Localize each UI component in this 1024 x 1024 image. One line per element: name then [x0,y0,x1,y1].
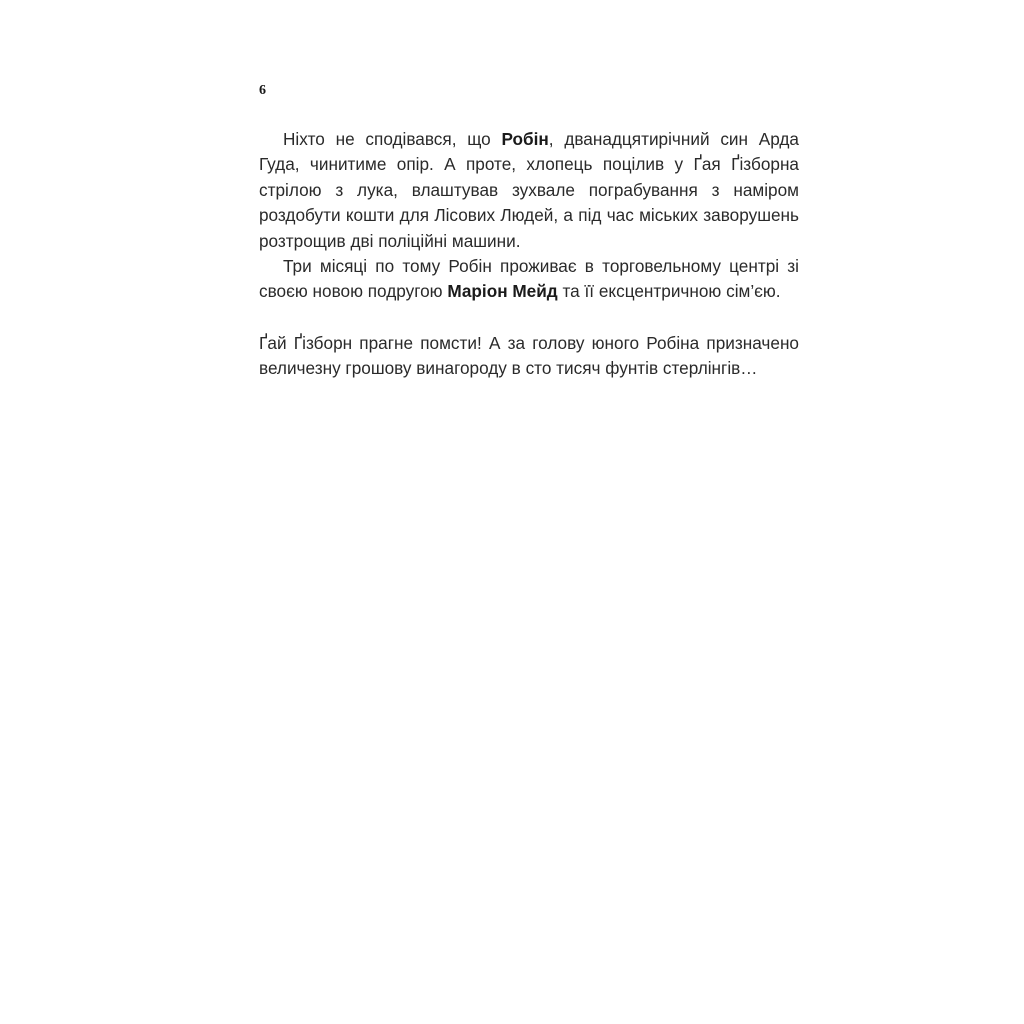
paragraph-1-text-a: Ніхто не сподівався, що [283,129,502,149]
paragraph-2 [259,254,799,305]
paragraph-gap [259,305,799,331]
paragraph-1-bold-robin: Робін [501,129,549,149]
paragraph-3 [259,331,799,382]
page-number: 6 [259,83,266,98]
paragraph-2-text-b: та її ексцентричною сім’єю. [557,281,781,302]
paragraph-2-bold-marion: Маріон Мейд [447,281,558,302]
body-text [259,127,799,382]
paragraph-2-text-a: Три місяці по тому Робін проживає в торговельному центрі зі своєю новою подругою [259,256,799,302]
paragraph-1-text-b: , дванадцятирічний син Арда Гуда, чинитиме опір. А проте, хлопець поцілив у Ґая Ґізборна стрілою з лука, влаштував зухвале пограбування з наміром роздобути кошти для Лісових Людей, а під час міських заворушень розтрощив дві поліційні машини. [259,129,799,251]
paragraph-1 [259,127,799,254]
paragraph-3-text: Ґай Ґізборн прагне помсти! А за голову юного Робіна призначено величезну грошову винагороду в сто тисяч фунтів стерлінгів… [259,332,799,379]
